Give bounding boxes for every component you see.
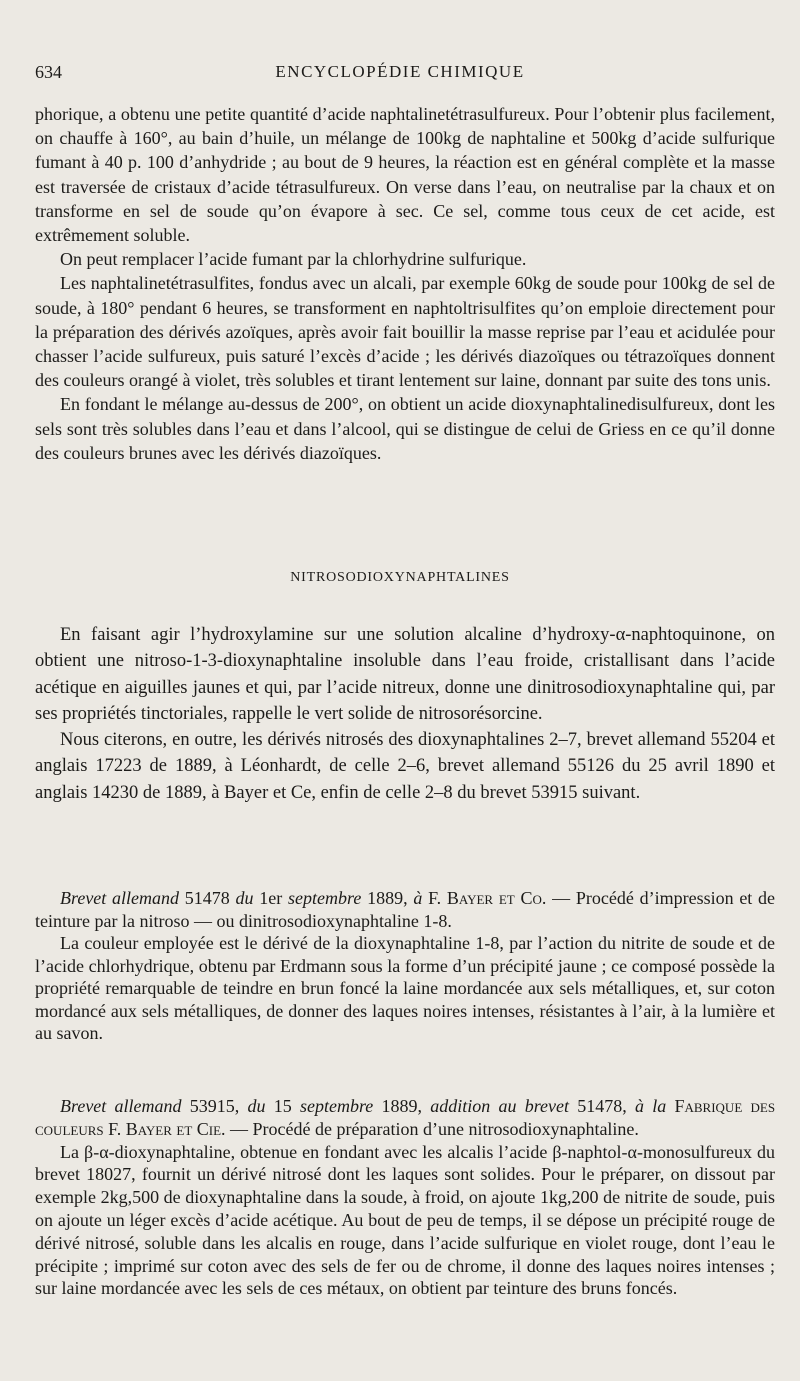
section-heading: NITROSODIOXYNAPHTALINES [290,570,510,585]
patent-title: — Procédé de préparation d’une nitrosodioxynaphtaline. [230,1118,639,1139]
patent-addition-number: 51478, [577,1096,627,1116]
paragraph: Nous citerons, en outre, les dérivés nitrosés des dioxynaphtalines 2–7, brevet allemand 55204 et anglais 17223 de 1889, à Léonhardt, de celle 2–6, brevet allemand 55126 du 25 avril 1890 et anglais 14230 de 1889, à Bayer et Ce, enfin de celle 2–8 du brevet 53915 suivant. [35,730,775,803]
patent-title: — Procédé d’impression et de teinture par la nitroso — ou dinitrosodioxynaphtaline 1-8. [35,888,776,931]
paragraph: On peut remplacer l’acide fumant par la chlorhydrine sulfurique. [60,249,527,270]
patent-number: 51478 [184,888,230,908]
running-title: ENCYCLOPÉDIE CHIMIQUE [275,62,525,81]
patent-holder-prefix: à la [635,1096,667,1116]
patent-date-prefix: du [247,1096,266,1116]
patent-label: Brevet allemand [60,888,180,908]
patent-holder-prefix: à [413,888,423,908]
paragraph: La couleur employée est le dérivé de la dioxynaphtaline 1-8, par l’action du nitrite de soude et de l’acide chlorhydrique, obtenu par Erdmann sous la forme d’un précipité jaune ; ce composé possède la propriété remarquable de teindre en brun foncé la laine mordancée aux sels métalliques, et, sur coton mordancé aux sels métalliques, de donner des laques noires intenses, résistantes à l’air, à la lumière et au savon. [35,933,775,1043]
patent-day: 1er [259,888,283,908]
patent-label: Brevet allemand [60,1096,182,1116]
patent-number: 53915, [189,1096,240,1116]
patent-addition: addition au brevet [430,1096,570,1116]
patent-date-prefix: du [235,888,254,908]
section-tetrasulfureux [35,102,775,465]
patent-heading [35,887,775,932]
patent-holder: F. Bayer et Co. [428,888,547,908]
paragraph: En faisant agir l’hydroxylamine sur une solution alcaline d’hydroxy-α-naphtoquinone, on obtient une nitroso-1-3-dioxynaphtaline insoluble dans l’eau froide, cristallisant dans l’acide acétique en aiguilles jaunes et qui, par l’acide nitreux, donne une dinitrosodioxynaphtaline qui, par ses propriétés tinctoriales, rappelle le vert solide de nitrosorésorcine. [35,625,775,724]
paragraph: En fondant le mélange au-dessus de 200°, on obtient un acide dioxynaphtalinedisulfureux, dont les sels sont très solubles dans l’eau et dans l’alcool, qui se distingue de celui de Griess en ce qu’il donne des couleurs brunes avec les dérivés diazoïques. [35,394,775,463]
section-brevet-53915 [35,1095,775,1300]
patent-month: septembre [299,1096,374,1116]
patent-heading [35,1095,775,1141]
section-brevet-51478 [35,887,775,1045]
section-nitroso-intro [35,622,775,806]
patent-year: 1889, [367,888,408,908]
patent-day: 15 [273,1096,292,1116]
patent-holder: Fabrique des couleurs F. Bayer et Cie. [35,1096,776,1139]
patent-year: 1889, [381,1096,423,1116]
patent-month: septembre [288,888,362,908]
page-number: 634 [35,62,62,82]
paragraph: La β-α-dioxynaphtaline, obtenue en fondant avec les alcalis l’acide β-naphtol-α-monosulfureux du brevet 18027, fournit un dérivé nitrosé dont les laques sont solides. Pour le préparer, on dissout par exemple 2kg,500 de dioxynaphtaline dans la soude, à froid, on ajoute 1kg,200 de nitrite de soude, puis on ajoute un léger excès d’acide acétique. Au bout de peu de temps, il se dépose un précipité rouge de dérivé nitrosé, soluble dans les alcalis en rouge, dans l’acide sulfurique en violet rouge, dont l’eau le précipite ; imprimé sur coton avec des sels de fer ou de chrome, il donne des laques noires intenses ; sur laine mordancée avec les sels de ces métaux, on obtient par teinture des bruns foncés. [35,1141,775,1299]
paragraph: phorique, a obtenu une petite quantité d’acide naphtalinetétrasulfureux. Pour l’obtenir plus facilement, on chauffe à 160°, au bain d’huile, un mélange de 100kg de naphtaline et 500kg d’acide sulfurique fumant à 40 p. 100 d’anhydride ; au bout de 9 heures, la réaction est en général complète et la masse est traversée de cristaux d’acide tétrasulfureux. On verse dans l’eau, on neutralise par la chaux et on transforme en sel de soude qu’on évapore à sec. Ce sel, comme tous ceux de cet acide, est extrêmement soluble. [35,104,775,246]
page-header [0,62,800,86]
paragraph: Les naphtalinetétrasulfites, fondus avec un alcali, par exemple 60kg de soude pour 100kg de sel de soude, à 180° pendant 6 heures, se transforment en naphtoltrisulfites qu’on emploie directement pour la préparation des dérivés azoïques, après avoir fait bouillir la masse reprise par l’eau et acidulée pour chasser l’acide sulfureux, puis saturé l’excès d’acide ; les dérivés diazoïques ou tétrazoïques donnent des couleurs orangé à violet, très solubles et tirant lentement sur laine, donnant par suite des tons unis. [35,273,775,391]
